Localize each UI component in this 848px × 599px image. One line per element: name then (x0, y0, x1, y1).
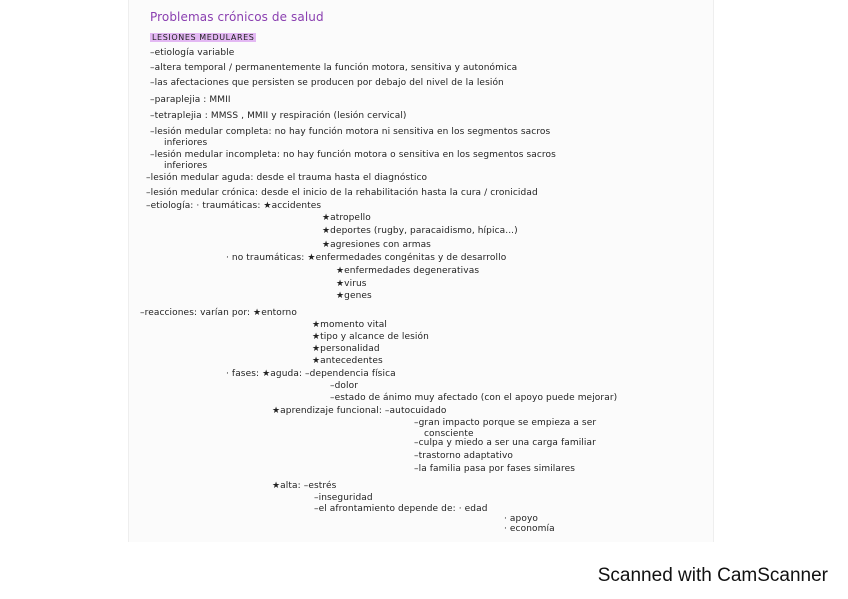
note-line: ★tipo y alcance de lesión (312, 332, 429, 342)
note-line: · fases: ★aguda: –dependencia física (226, 369, 396, 379)
note-line: –trastorno adaptativo (414, 451, 514, 461)
section-header (150, 33, 256, 43)
note-line: –lesión medular aguda: desde el trauma hasta el diagnóstico (146, 173, 428, 183)
note-line: –paraplejia : MMII (150, 95, 231, 105)
note-line: ★alta: –estrés (272, 481, 337, 491)
note-line: · economía (504, 524, 555, 534)
note-line: –altera temporal / permanentemente la función motora, sensitiva y autonómica (150, 63, 518, 73)
note-line: –gran impacto porque se empieza a ser (414, 418, 597, 428)
note-line: ★aprendizaje funcional: –autocuidado (272, 406, 447, 416)
note-line: ★genes (336, 291, 372, 301)
note-line: –lesión medular completa: no hay función motora ni sensitiva en los segmentos sacros (150, 127, 551, 137)
note-line: –dolor (330, 381, 359, 391)
note-line: –inseguridad (314, 493, 373, 503)
note-line: –lesión medular crónica: desde el inicio de la rehabilitación hasta la cura / cronicidad (146, 188, 538, 198)
note-line: ★enfermedades degenerativas (336, 266, 480, 276)
note-line: –etiología: · traumáticas: ★accidentes (146, 201, 322, 211)
note-line: –las afectaciones que persisten se producen por debajo del nivel de la lesión (150, 78, 504, 88)
note-line: ★personalidad (312, 344, 380, 354)
note-line: ★antecedentes (312, 356, 383, 366)
note-line: · no traumáticas: ★enfermedades congénitas y de desarrollo (226, 253, 507, 263)
note-line: ★virus (336, 279, 367, 289)
note-line: –la familia pasa por fases similares (414, 464, 576, 474)
note-line: ★agresiones con armas (322, 240, 431, 250)
camscanner-watermark: Scanned with CamScanner (597, 565, 828, 586)
note-line: ★deportes (rugby, paracaidismo, hípica...) (322, 226, 518, 236)
note-line: inferiores (164, 138, 208, 148)
note-line: –tetraplejia : MMSS , MMII y respiración (lesión cervical) (150, 111, 407, 121)
note-line: –lesión medular incompleta: no hay función motora o sensitiva en los segmentos sacros (150, 150, 556, 160)
note-line: –estado de ánimo muy afectado (con el apoyo puede mejorar) (330, 393, 618, 403)
note-line: ★momento vital (312, 320, 388, 330)
note-line: –reacciones: varían por: ★entorno (140, 308, 297, 318)
note-line: inferiores (164, 161, 208, 171)
note-line: –culpa y miedo a ser una carga familiar (414, 438, 596, 448)
page-title: Problemas crónicos de salud (150, 10, 324, 24)
note-line: · apoyo (504, 514, 538, 524)
note-line: –el afrontamiento depende de: · edad (314, 504, 488, 514)
section-header-text: LESIONES MEDULARES (152, 33, 255, 42)
note-line: consciente (424, 429, 474, 439)
note-line: –etiología variable (150, 48, 235, 58)
note-line: ★atropello (322, 213, 371, 223)
